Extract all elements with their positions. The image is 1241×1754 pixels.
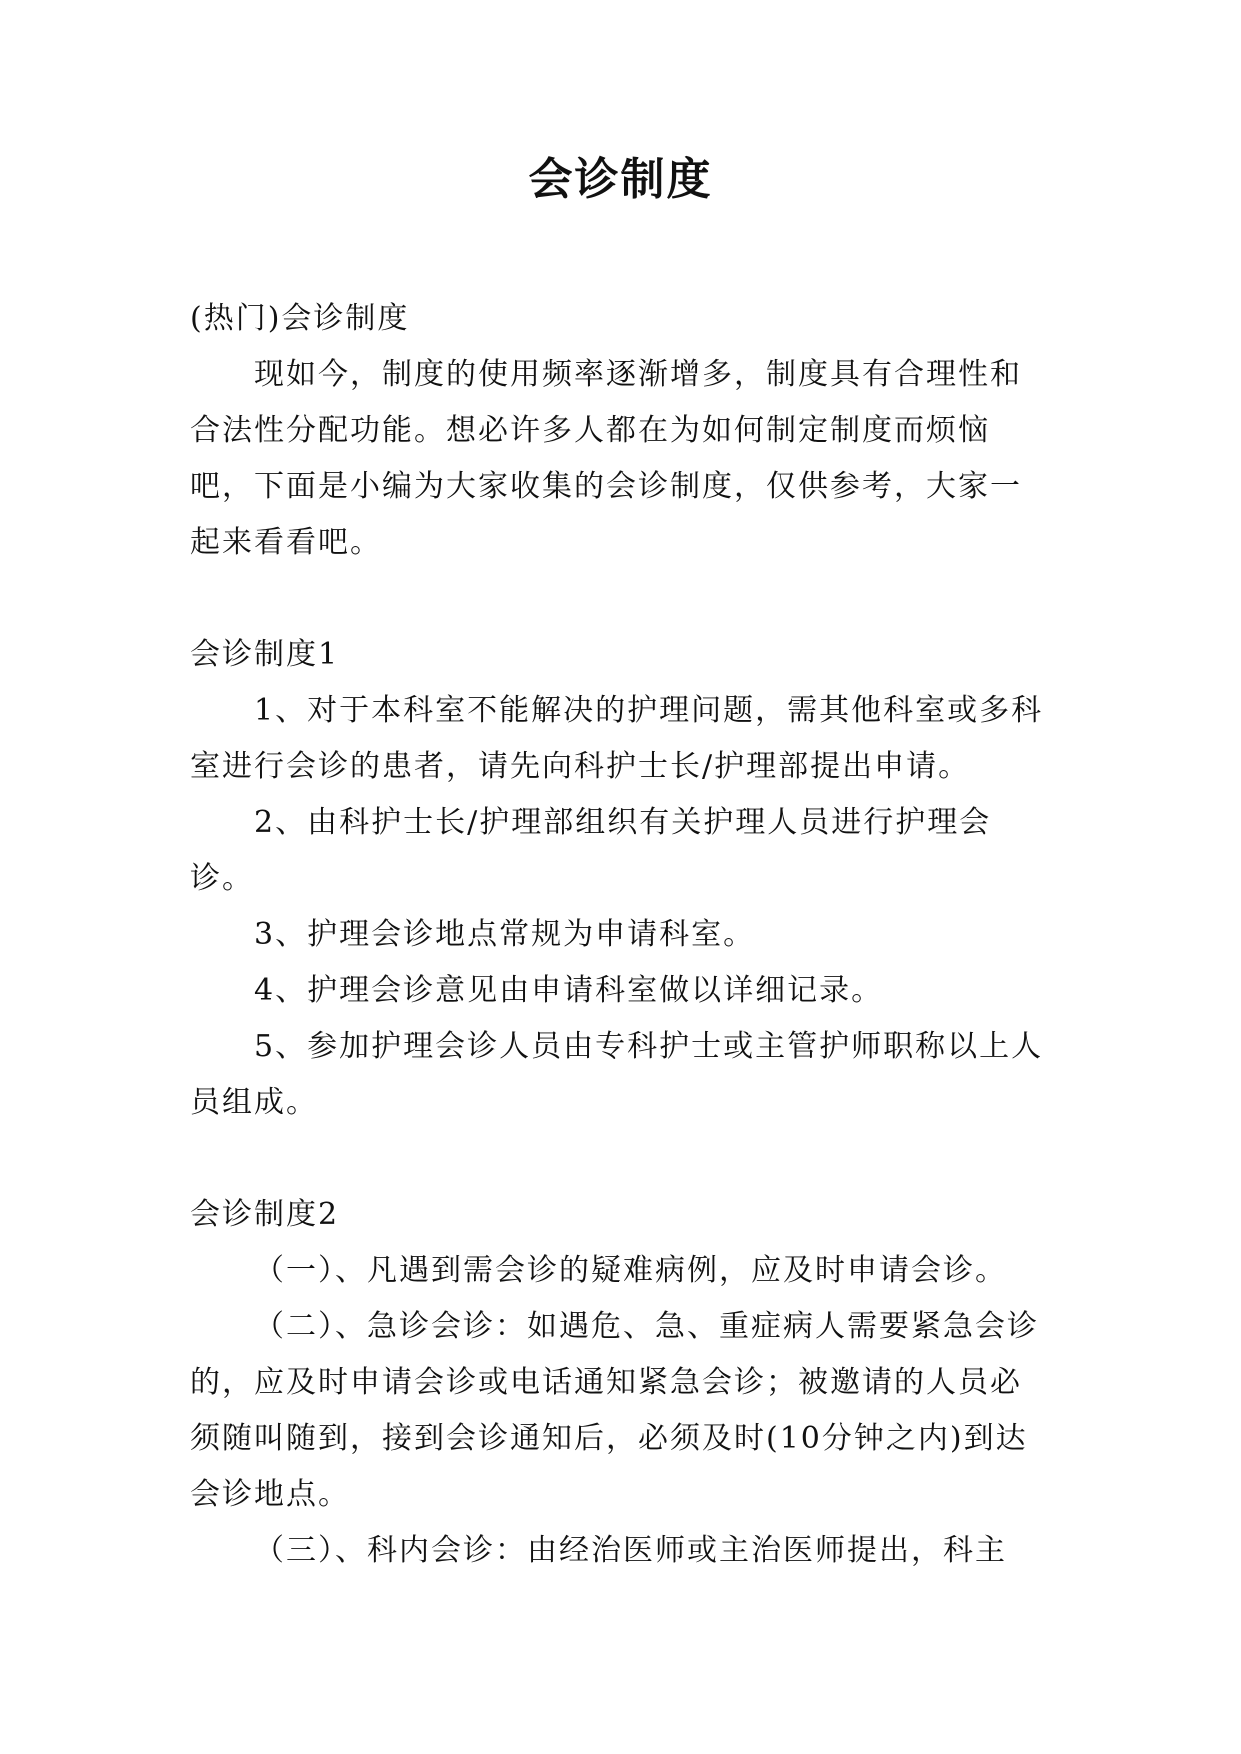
document-body xyxy=(190,291,1050,1579)
section2-item-1: （一）、凡遇到需会诊的疑难病例，应及时申请会诊。 xyxy=(254,1253,1007,1288)
section1-item-2: 2、由科护士长/护理部组织有关护理人员进行护理会诊。 xyxy=(190,805,992,896)
section2-item-2: （二）、急诊会诊：如遇危、急、重症病人需要紧急会诊的，应及时申请会诊或电话通知紧急会诊；被邀请的人员必须随叫随到，接到会诊通知后，必须及时(10分钟之内)到达会诊地点。 xyxy=(190,1309,1039,1512)
section1-item-3: 3、护理会诊地点常规为申请科室。 xyxy=(254,917,756,952)
section1-item-4: 4、护理会诊意见由申请科室做以详细记录。 xyxy=(254,973,884,1008)
section1-item-1: 1、对于本科室不能解决的护理问题，需其他科室或多科室进行会诊的患者，请先向科护士长/护理部提出申请。 xyxy=(190,693,1044,784)
intro-paragraph: 现如今，制度的使用频率逐渐增多，制度具有合理性和合法性分配功能。想必许多人都在为如何制定制度而烦恼吧，下面是小编为大家收集的会诊制度，仅供参考，大家一起来看看吧。 xyxy=(190,357,1022,560)
section-spacer xyxy=(190,1131,1050,1187)
section2-heading: 会诊制度2 xyxy=(190,1197,340,1232)
section2-item-3: （三）、科内会诊：由经治医师或主治医师提出，科主 xyxy=(254,1533,1007,1568)
section-spacer xyxy=(190,571,1050,627)
section1-item-5: 5、参加护理会诊人员由专科护士或主管护师职称以上人员组成。 xyxy=(190,1029,1044,1120)
document-subtitle: (热门)会诊制度 xyxy=(190,301,410,336)
section1-heading: 会诊制度1 xyxy=(190,637,340,672)
document-title: 会诊制度 xyxy=(528,154,713,205)
